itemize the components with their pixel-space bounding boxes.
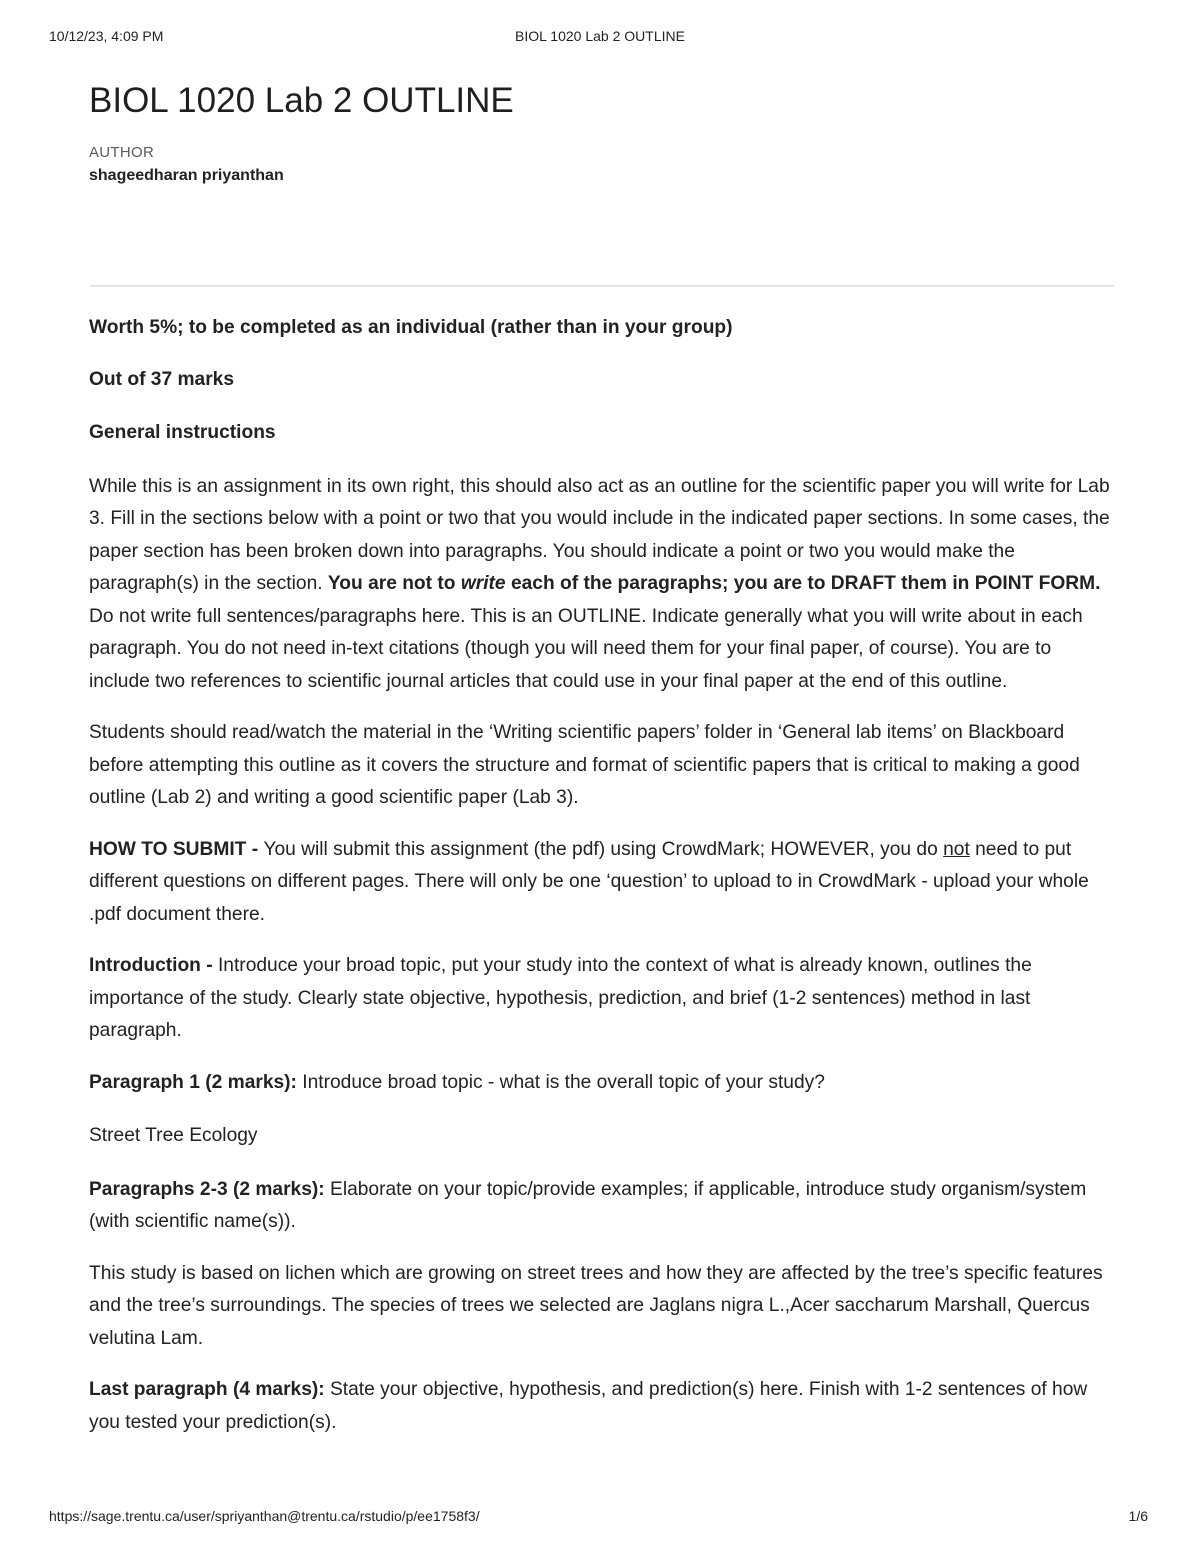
title-divider bbox=[90, 285, 1114, 287]
document-title: BIOL 1020 Lab 2 OUTLINE bbox=[89, 81, 514, 120]
paragraphs-2-3-answer: This study is based on lichen which are growing on street trees and how they are affected by the tree’s specific features and the tree’s surroundings. The species of trees we selected are Jaglans nigra L.,Acer saccharum Marshall, Quercus velutina Lam. bbox=[89, 1262, 1103, 1349]
paragraph-1-answer: Street Tree Ecology bbox=[89, 1125, 258, 1146]
worth-statement: Worth 5%; to be completed as an individual (rather than in your group) bbox=[89, 317, 733, 338]
page-number: 1/6 bbox=[1128, 1508, 1148, 1524]
print-header bbox=[49, 28, 1151, 48]
print-header-title: BIOL 1020 Lab 2 OUTLINE bbox=[515, 28, 685, 44]
general-instructions-heading: General instructions bbox=[89, 422, 276, 443]
general-instructions-paragraph: While this is an assignment in its own right, this should also act as an outline for the scientific paper you will write for Lab 3. Fill in the sections below with a point or two that you would include in the indicated paper sections. In some cases, the paper section has been broken down into paragraphs. You should indicate a point or two you would make the paragraph(s) in the section. You are not to write each of the paragraphs; you are to DRAFT them in POINT FORM. Do not write full sentences/paragraphs here. This is an OUTLINE. Indicate generally what you will write about in each paragraph. You do not need in-text citations (though you will need them for your final paper, of course). You are to include two references to scientific journal articles that could use in your final paper at the end of this outline. bbox=[89, 475, 1110, 692]
print-datetime: 10/12/23, 4:09 PM bbox=[49, 28, 164, 44]
how-to-submit-paragraph: HOW TO SUBMIT - You will submit this assignment (the pdf) using CrowdMark; HOWEVER, you do not need to put different questions on different pages. There will only be one ‘question’ to upload to in CrowdMark - upload your whole .pdf document there. bbox=[89, 838, 1089, 925]
last-paragraph-prompt: Last paragraph (4 marks): State your objective, hypothesis, and prediction(s) here. Finish with 1-2 sentences of how you tested your prediction(s). bbox=[89, 1379, 1088, 1433]
document-body bbox=[89, 312, 1114, 1439]
print-footer bbox=[49, 1508, 1148, 1528]
paragraphs-2-3-prompt: Paragraphs 2-3 (2 marks): Elaborate on your topic/provide examples; if applicable, introduce study organism/system (with scientific name(s)). bbox=[89, 1178, 1087, 1232]
print-footer-url: https://sage.trentu.ca/user/spriyanthan@trentu.ca/rstudio/p/ee1758f3/ bbox=[49, 1508, 480, 1524]
paragraph-1-prompt: Paragraph 1 (2 marks): Introduce broad topic - what is the overall topic of your study? bbox=[89, 1071, 825, 1093]
marks-statement: Out of 37 marks bbox=[89, 368, 235, 390]
author-name: shageedharan priyanthan bbox=[89, 167, 284, 184]
students-paragraph: Students should read/watch the material in the ‘Writing scientific papers’ folder in ‘General lab items’ on Blackboard before attempting this outline as it covers the structure and format of scientific papers that is critical to making a good outline (Lab 2) and writing a good scientific paper (Lab 3). bbox=[89, 722, 1080, 808]
author-label: AUTHOR bbox=[89, 144, 155, 161]
document-content bbox=[89, 78, 1114, 1439]
introduction-paragraph: Introduction - Introduce your broad topic, put your study into the context of what is already known, outlines the importance of the study. Clearly state objective, hypothesis, prediction, and brief (1-2 sentences) method in last paragraph. bbox=[89, 955, 1032, 1041]
